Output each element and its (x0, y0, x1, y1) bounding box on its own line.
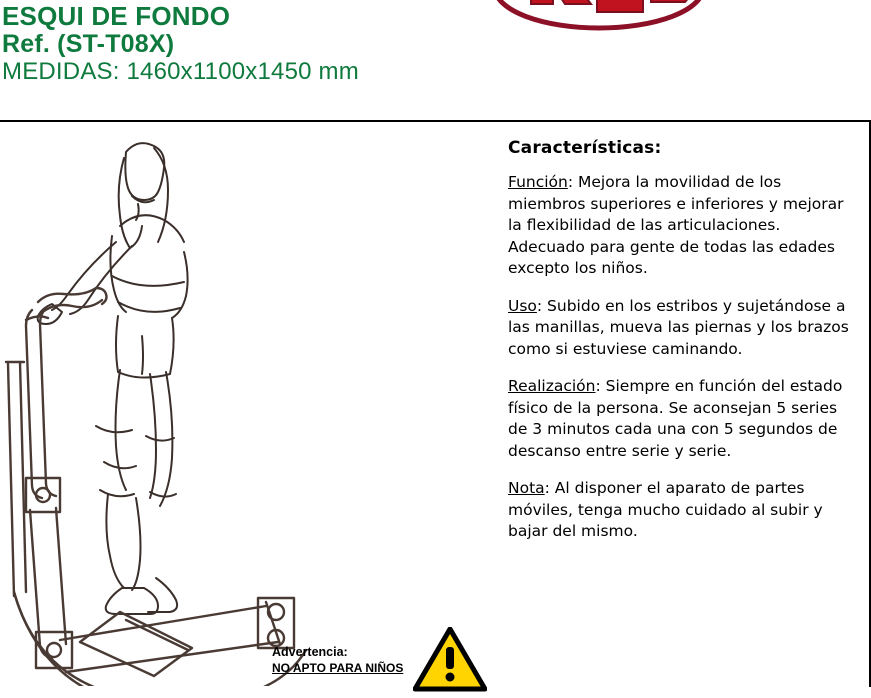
product-reference: Ref. (ST-T08X) (2, 30, 175, 58)
characteristic-lead: Realización (508, 377, 596, 395)
warning-text (272, 644, 403, 676)
warning-subtitle: NO APTO PARA NIÑOS (272, 661, 404, 675)
characteristic-lead: Función (508, 173, 568, 191)
characteristic-item (508, 478, 858, 543)
title-block (2, 2, 359, 86)
characteristic-item (508, 172, 858, 280)
characteristic-text: : Subido en los estribos y sujetándose a las manillas, mueva las piernas y los brazos como si estuviese caminando. (508, 296, 849, 358)
header-divider (0, 120, 871, 122)
company-logo (493, 0, 705, 54)
characteristic-item (508, 296, 858, 361)
product-measures: MEDIDAS: 1460x1100x1450 mm (2, 58, 359, 85)
page-header (0, 0, 871, 118)
characteristic-lead: Nota (508, 479, 545, 497)
characteristic-lead: Uso (508, 296, 537, 315)
warning-block (272, 630, 502, 690)
characteristics-section (508, 138, 858, 559)
characteristic-text: : Siempre en función del estado físico de la persona. Se aconsejan 5 series de 3 minutos cada una con 5 segundos de descanso entre serie y serie. (508, 377, 843, 460)
warning-title: Advertencia: (272, 645, 348, 659)
characteristic-text: : Al disponer el aparato de partes móviles, tenga mucho cuidado al subir y bajar del mismo. (508, 479, 823, 540)
product-illustration (0, 126, 470, 686)
product-name: ESQUI DE FONDO (2, 1, 231, 31)
characteristics-heading: Características: (508, 138, 662, 158)
warning-triangle-icon (413, 627, 487, 693)
characteristic-text: : Mejora la movilidad de los miembros superiores e inferiores y mejorar la flexibilidad de las articulaciones. Adecuado para gente de todas las edades excepto los niños. (508, 173, 844, 277)
characteristic-item (508, 376, 858, 462)
